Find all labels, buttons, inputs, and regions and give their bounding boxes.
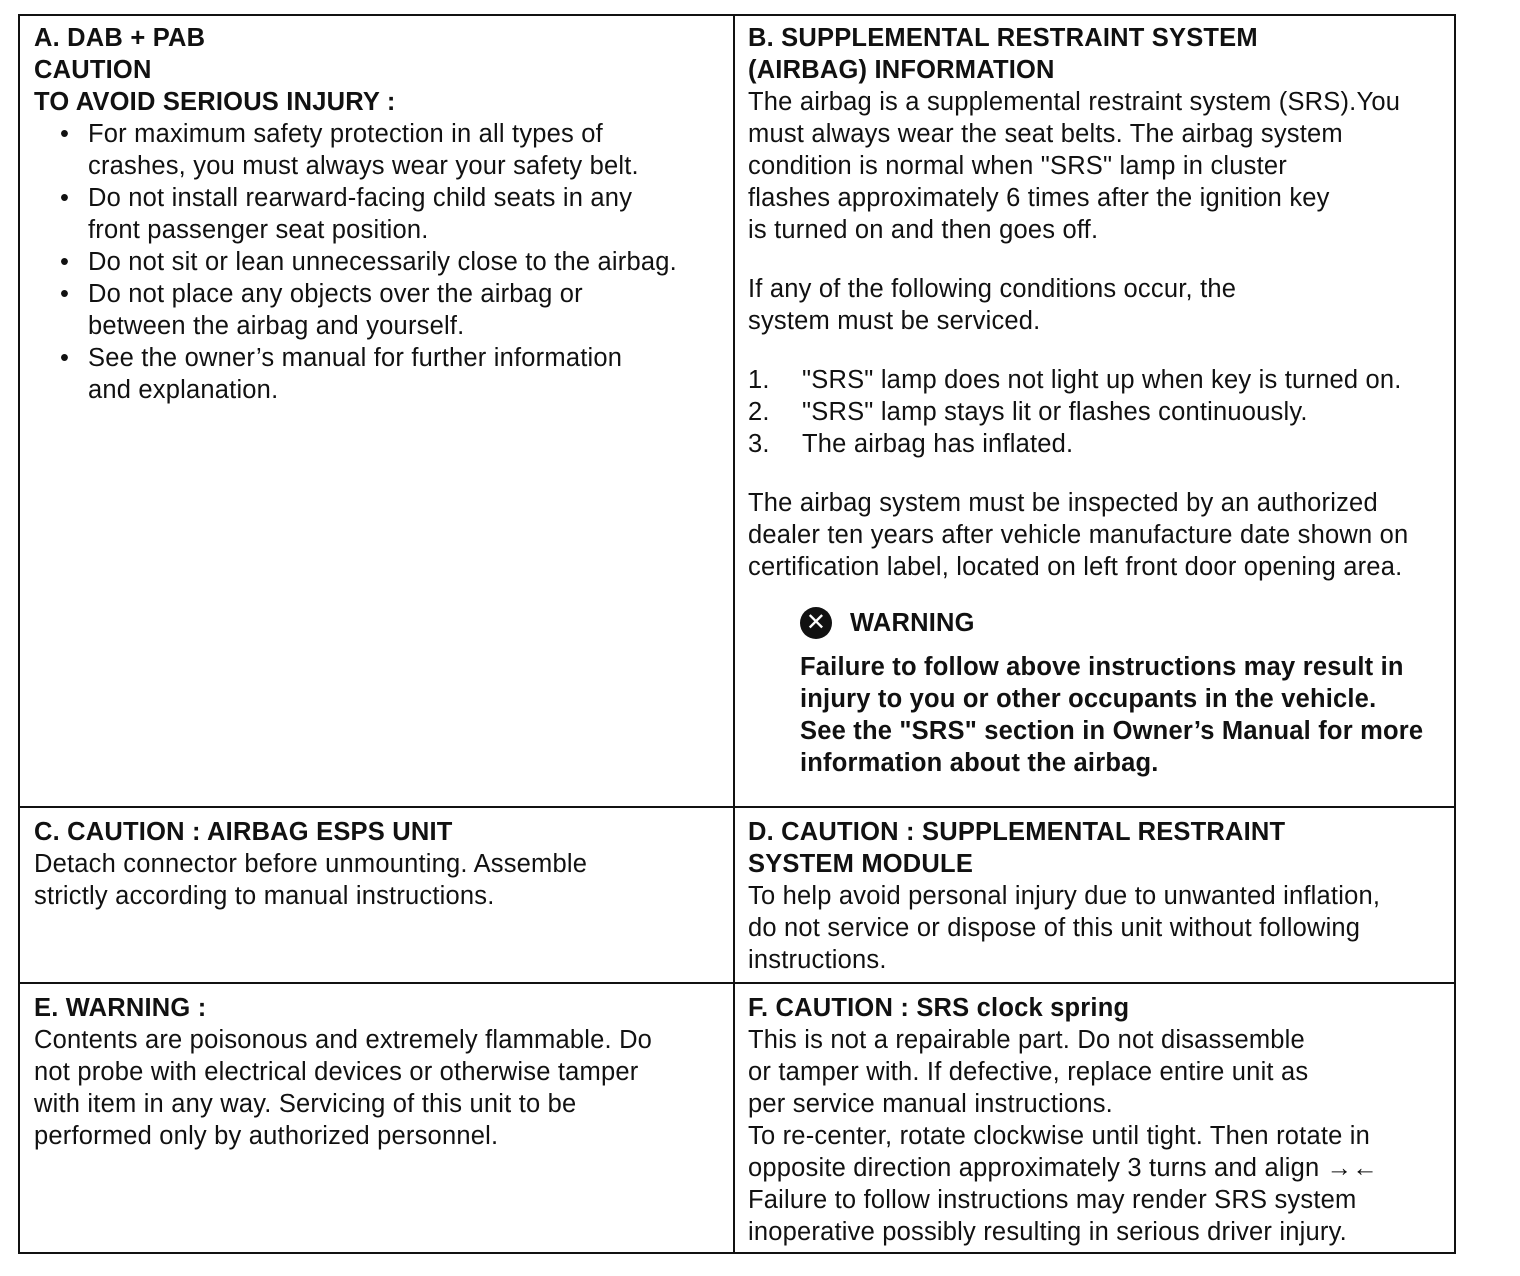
list-item (34, 278, 724, 342)
panel-f-title: F. CAUTION : SRS clock spring (748, 994, 1130, 1022)
bullet-text: Do not install rearward-facing child seats in any (88, 184, 633, 212)
bullet-text: Do not sit or lean unnecessarily close to the airbag. (88, 248, 677, 276)
panel-a-title-3: TO AVOID SERIOUS INJURY : (34, 88, 396, 116)
paragraph-line: instructions. (748, 946, 887, 974)
warning-heading (800, 605, 1452, 645)
x-circle-icon: ✕ (800, 607, 832, 639)
paragraph-line: with item in any way. Servicing of this unit to be (34, 1090, 577, 1118)
paragraph-line: To help avoid personal injury due to unwanted inflation, (748, 882, 1381, 910)
list-item (34, 342, 724, 406)
item-number: 1. (748, 366, 770, 394)
paragraph-line: inoperative possibly resulting in serious driver injury. (748, 1218, 1347, 1246)
paragraph-line: condition is normal when "SRS" lamp in cluster (748, 152, 1287, 180)
panel-e (34, 992, 724, 1152)
paragraph-line: is turned on and then goes off. (748, 216, 1099, 244)
numbered-item (748, 428, 1452, 460)
numbered-item (748, 396, 1452, 428)
bullet-text: crashes, you must always wear your safety belt. (88, 152, 639, 180)
bullet-icon: • (60, 344, 70, 372)
panel-b-title-2: (AIRBAG) INFORMATION (748, 56, 1055, 84)
column-divider (733, 14, 735, 1254)
panel-b (748, 22, 1452, 779)
list-item (34, 246, 724, 278)
paragraph-line: This is not a repairable part. Do not disassemble (748, 1026, 1305, 1054)
item-text: The airbag has inflated. (802, 430, 1074, 458)
paragraph-line: do not service or dispose of this unit without following (748, 914, 1361, 942)
item-text: "SRS" lamp stays lit or flashes continuously. (802, 398, 1308, 426)
bullet-icon: • (60, 120, 70, 148)
warning-line: See the "SRS" section in Owner’s Manual for more (800, 717, 1424, 745)
paragraph-line: Contents are poisonous and extremely flammable. Do (34, 1026, 653, 1054)
paragraph-line: Detach connector before unmounting. Assemble (34, 850, 588, 878)
warning-line: information about the airbag. (800, 749, 1159, 777)
bullet-text: See the owner’s manual for further information (88, 344, 623, 372)
warning-label: WARNING (850, 609, 975, 637)
paragraph-line: not probe with electrical devices or otherwise tamper (34, 1058, 639, 1086)
panel-b-title-1: B. SUPPLEMENTAL RESTRAINT SYSTEM (748, 24, 1258, 52)
bullet-text: front passenger seat position. (88, 216, 429, 244)
bullet-icon: • (60, 280, 70, 308)
warning-line: injury to you or other occupants in the vehicle. (800, 685, 1377, 713)
item-number: 3. (748, 430, 770, 458)
paragraph-line: performed only by authorized personnel. (34, 1122, 499, 1150)
list-item (34, 182, 724, 246)
paragraph-line: system must be serviced. (748, 307, 1041, 335)
paragraph-line: opposite direction approximately 3 turns and align →← (748, 1154, 1379, 1182)
bullet-icon: • (60, 184, 70, 212)
list-item (34, 118, 724, 182)
paragraph-line: The airbag system must be inspected by an authorized (748, 489, 1378, 517)
item-text: "SRS" lamp does not light up when key is turned on. (802, 366, 1402, 394)
panel-d-title-1: D. CAUTION : SUPPLEMENTAL RESTRAINT (748, 818, 1286, 846)
paragraph-line: per service manual instructions. (748, 1090, 1113, 1118)
warning-line: Failure to follow above instructions may result in (800, 653, 1404, 681)
item-number: 2. (748, 398, 770, 426)
bullet-text: between the airbag and yourself. (88, 312, 465, 340)
paragraph-line: If any of the following conditions occur, the (748, 275, 1237, 303)
bullet-text: and explanation. (88, 376, 279, 404)
paragraph-line: strictly according to manual instructions. (34, 882, 495, 910)
paragraph-line: Failure to follow instructions may render SRS system (748, 1186, 1357, 1214)
panel-e-title: E. WARNING : (34, 994, 207, 1022)
panel-c (34, 816, 724, 912)
paragraph-line: must always wear the seat belts. The airbag system (748, 120, 1343, 148)
paragraph-line: certification label, located on left front door opening area. (748, 553, 1403, 581)
panel-a (34, 22, 724, 406)
bullet-icon: • (60, 248, 70, 276)
numbered-item (748, 364, 1452, 396)
bullet-text: Do not place any objects over the airbag or (88, 280, 583, 308)
paragraph-line: flashes approximately 6 times after the ignition key (748, 184, 1330, 212)
panel-d (748, 816, 1452, 976)
panel-a-title-2: CAUTION (34, 56, 152, 84)
bullet-text: For maximum safety protection in all types of (88, 120, 603, 148)
panel-c-title: C. CAUTION : AIRBAG ESPS UNIT (34, 818, 453, 846)
paragraph-line: or tamper with. If defective, replace entire unit as (748, 1058, 1309, 1086)
warning-text (800, 651, 1452, 779)
paragraph-line: To re-center, rotate clockwise until tight. Then rotate in (748, 1122, 1371, 1150)
row-divider-2 (18, 982, 1456, 984)
panel-a-bullet-list (34, 118, 724, 406)
panel-a-title-1: A. DAB + PAB (34, 24, 206, 52)
panel-f (748, 992, 1452, 1248)
paragraph-line: dealer ten years after vehicle manufacture date shown on (748, 521, 1409, 549)
panel-d-title-2: SYSTEM MODULE (748, 850, 974, 878)
paragraph-line: The airbag is a supplemental restraint system (SRS).You (748, 88, 1401, 116)
row-divider-1 (18, 806, 1456, 808)
